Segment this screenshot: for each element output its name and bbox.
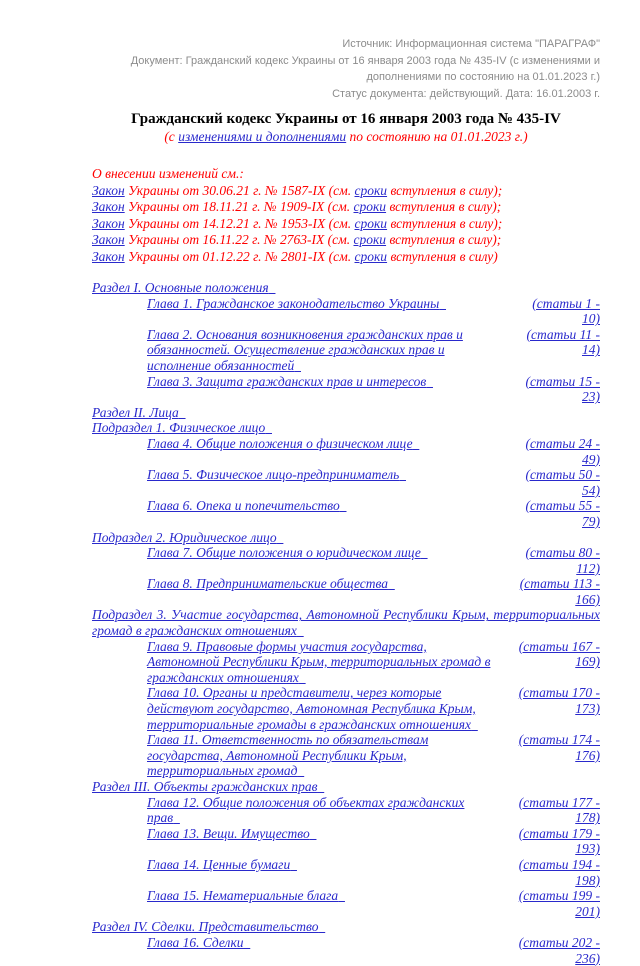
law-link[interactable]: Закон [92,215,125,231]
toc-chapter-title [147,639,492,686]
toc-chapter-title [147,888,492,919]
toc-articles-link[interactable]: (статьи 1 - 10) [532,295,600,327]
toc-chapter-row [92,826,600,857]
toc-chapter-title [147,826,492,857]
toc-chapter-link[interactable]: Глава 2. Основания возникновения гражданских прав и обязанностей. Осуществление гражданских прав и исполнение обязанностей [147,326,463,373]
amendment-item [92,183,600,200]
law-link[interactable]: Закон [92,182,125,198]
toc-chapter-row [92,327,600,374]
toc-articles-range [511,732,600,779]
amendment-item [92,216,600,233]
toc-articles-range [511,795,600,826]
toc-section-link[interactable]: Подраздел 1. Физическое лицо [92,420,266,436]
table-of-contents [92,280,600,966]
toc-section-heading [92,405,600,421]
toc-chapter-link[interactable]: Глава 12. Общие положения об объектах гражданских прав [147,794,465,826]
toc-articles-link[interactable]: (статьи 177 - 178) [518,794,600,826]
amendment-item [92,249,600,266]
toc-chapter-row [92,795,600,826]
amendments-heading: О внесении изменений см.: [92,166,244,181]
amendments-summary-link[interactable]: изменениями и дополнениями [178,129,347,144]
toc-articles-link[interactable]: (статьи 179 - 193) [518,825,600,857]
toc-articles-link[interactable]: (статьи 167 - 169) [518,638,600,670]
toc-chapter-row [92,888,600,919]
toc-chapter-title [147,685,492,732]
toc-chapter-row [92,685,600,732]
toc-articles-range [511,327,600,374]
toc-articles-range [511,935,600,966]
toc-chapter-link[interactable]: Глава 13. Вещи. Имущество [147,825,310,841]
toc-chapter-link[interactable]: Глава 6. Опека и попечительство [147,498,340,514]
toc-chapter-title [147,296,492,327]
toc-section-heading [92,607,600,638]
amendment-text: Украины от 14.12.21 г. № 1953-IX (см. [124,215,355,231]
entry-into-force-link[interactable]: сроки [354,215,388,231]
toc-articles-range [511,545,600,576]
amendment-text: вступления в силу) [387,248,498,264]
toc-chapter-row [92,498,600,529]
toc-chapter-link[interactable]: Глава 3. Защита гражданских прав и интересов [147,373,427,389]
amendment-text: Украины от 30.06.21 г. № 1587-IX (см. [124,182,355,198]
toc-section-heading [92,779,600,795]
subtitle-suffix: по состоянию на 01.01.2023 г.) [346,129,528,144]
toc-articles-range [511,576,600,607]
toc-section-link[interactable]: Подраздел 2. Юридическое лицо [92,529,277,545]
toc-articles-link[interactable]: (статьи 11 - 14) [526,326,600,358]
toc-chapter-title [147,436,492,467]
toc-chapter-row [92,639,600,686]
toc-chapter-row [92,576,600,607]
toc-section-link[interactable]: Раздел III. Объекты гражданских прав [92,779,318,794]
toc-chapter-title [147,795,492,826]
toc-articles-range [511,374,600,405]
document-meta [92,36,600,102]
toc-chapter-row [92,467,600,498]
toc-articles-link[interactable]: (статьи 170 - 173) [518,685,600,717]
toc-chapter-title [147,545,492,576]
toc-chapter-link[interactable]: Глава 4. Общие положения о физическом лице [147,435,413,451]
toc-articles-link[interactable]: (статьи 24 - 49) [525,435,600,467]
amendment-text: Украины от 18.11.21 г. № 1909-IX (см. [124,199,354,214]
amendment-text: Украины от 01.12.22 г. № 2801-IX (см. [124,248,355,264]
toc-articles-range [511,888,600,919]
amendments-block [92,166,600,265]
toc-chapter-link[interactable]: Глава 8. Предпринимательские общества [147,576,389,592]
toc-articles-range [511,857,600,888]
toc-chapter-row [92,374,600,405]
toc-chapter-title [147,327,492,374]
page-title: Гражданский кодекс Украины от 16 января 2003 года № 435-IV [131,111,561,127]
entry-into-force-link[interactable]: сроки [353,232,387,247]
toc-chapter-title [147,467,492,498]
toc-chapter-title [147,374,492,405]
toc-chapter-row [92,857,600,888]
toc-articles-link[interactable]: (статьи 15 - 23) [525,373,600,405]
toc-chapter-row [92,436,600,467]
toc-chapter-title [147,498,492,529]
amendment-text: вступления в силу); [387,215,503,231]
toc-section-link[interactable]: Раздел I. Основные положения [92,280,269,295]
toc-articles-link[interactable]: (статьи 194 - 198) [518,856,600,888]
amendments-list [92,183,600,266]
toc-chapter-link[interactable]: Глава 5. Физическое лицо-предприниматель [147,467,400,483]
meta-status: Статус документа: действующий. Дата: 16.01.2003 г. [332,88,600,100]
toc-chapter-title [147,857,492,888]
toc-articles-link[interactable]: (статьи 55 - 79) [525,498,600,529]
toc-chapter-row [92,935,600,966]
toc-chapter-title [147,935,492,966]
subtitle-prefix: (с [164,129,179,144]
meta-document: Документ: Гражданский кодекс Украины от 16 января 2003 года № 435-IV (с изменениями и дополнениями по состоянию на 01.01.2023 г.) [130,55,600,83]
amendment-text: вступления в силу); [386,199,502,214]
toc-chapter-row [92,545,600,576]
subtitle [92,129,600,145]
toc-articles-range [511,467,600,498]
toc-chapter-link[interactable]: Глава 15. Нематериальные блага [147,888,339,904]
amendment-text: Украины от 16.11.22 г. № 2763-IX (см. [124,232,354,247]
toc-section-link[interactable]: Раздел II. Лица [92,404,179,420]
toc-articles-link[interactable]: (статьи 50 - 54) [525,467,600,498]
amendment-text: вступления в силу); [386,232,502,247]
toc-articles-link[interactable]: (статьи 174 - 176) [518,732,600,763]
amendment-text: вступления в силу); [387,182,503,198]
meta-source: Источник: Информационная система "ПАРАГРАФ" [342,38,600,50]
entry-into-force-link[interactable]: сроки [353,199,387,214]
toc-section-heading [92,280,600,296]
toc-chapter-row [92,732,600,779]
toc-articles-link[interactable]: (статьи 113 - 166) [519,576,600,607]
toc-articles-range [511,639,600,686]
toc-section-heading [92,919,600,935]
toc-chapter-link[interactable]: Глава 10. Органы и представители, через которые действуют государство, Автономная Республика Крым, территориальные громады в гражданских отношениях [147,685,476,732]
amendment-item [92,232,600,249]
toc-articles-range [511,826,600,857]
amendment-item [92,199,600,216]
toc-chapter-row [92,296,600,327]
toc-chapter-link[interactable]: Глава 16. Сделки [147,934,244,950]
toc-articles-link[interactable]: (статьи 80 - 112) [525,545,600,576]
toc-chapter-link[interactable]: Глава 9. Правовые формы участия государства, Автономной Республики Крым, территориальных громад в гражданских отношениях [147,638,491,685]
toc-chapter-link[interactable]: Глава 14. Ценные бумаги [147,856,291,872]
toc-articles-range [511,685,600,732]
law-link[interactable]: Закон [92,199,125,214]
toc-section-link[interactable]: Раздел IV. Сделки. Представительство [92,919,319,935]
toc-chapter-title [147,732,492,779]
toc-section-heading [92,420,600,436]
toc-articles-link[interactable]: (статьи 202 - 236) [518,934,600,966]
toc-articles-range [511,498,600,529]
toc-chapter-link[interactable]: Глава 7. Общие положения о юридическом лице [147,545,421,561]
toc-section-link[interactable]: Подраздел 3. Участие государства, Автономной Республики Крым, территориальных громад в гражданских отношениях [92,607,600,639]
toc-articles-link[interactable]: (статьи 199 - 201) [518,888,600,919]
toc-section-heading [92,530,600,546]
toc-articles-range [511,436,600,467]
toc-articles-range [511,296,600,327]
toc-chapter-link[interactable]: Глава 1. Гражданское законодательство Украины [147,295,440,311]
law-link[interactable]: Закон [92,248,125,264]
entry-into-force-link[interactable]: сроки [354,248,388,264]
toc-chapter-link[interactable]: Глава 11. Ответственность по обязательствам государства, Автономной Республики Крым, территориальных громад [147,732,429,779]
entry-into-force-link[interactable]: сроки [354,182,388,198]
law-link[interactable]: Закон [92,232,125,247]
toc-chapter-title [147,576,492,607]
